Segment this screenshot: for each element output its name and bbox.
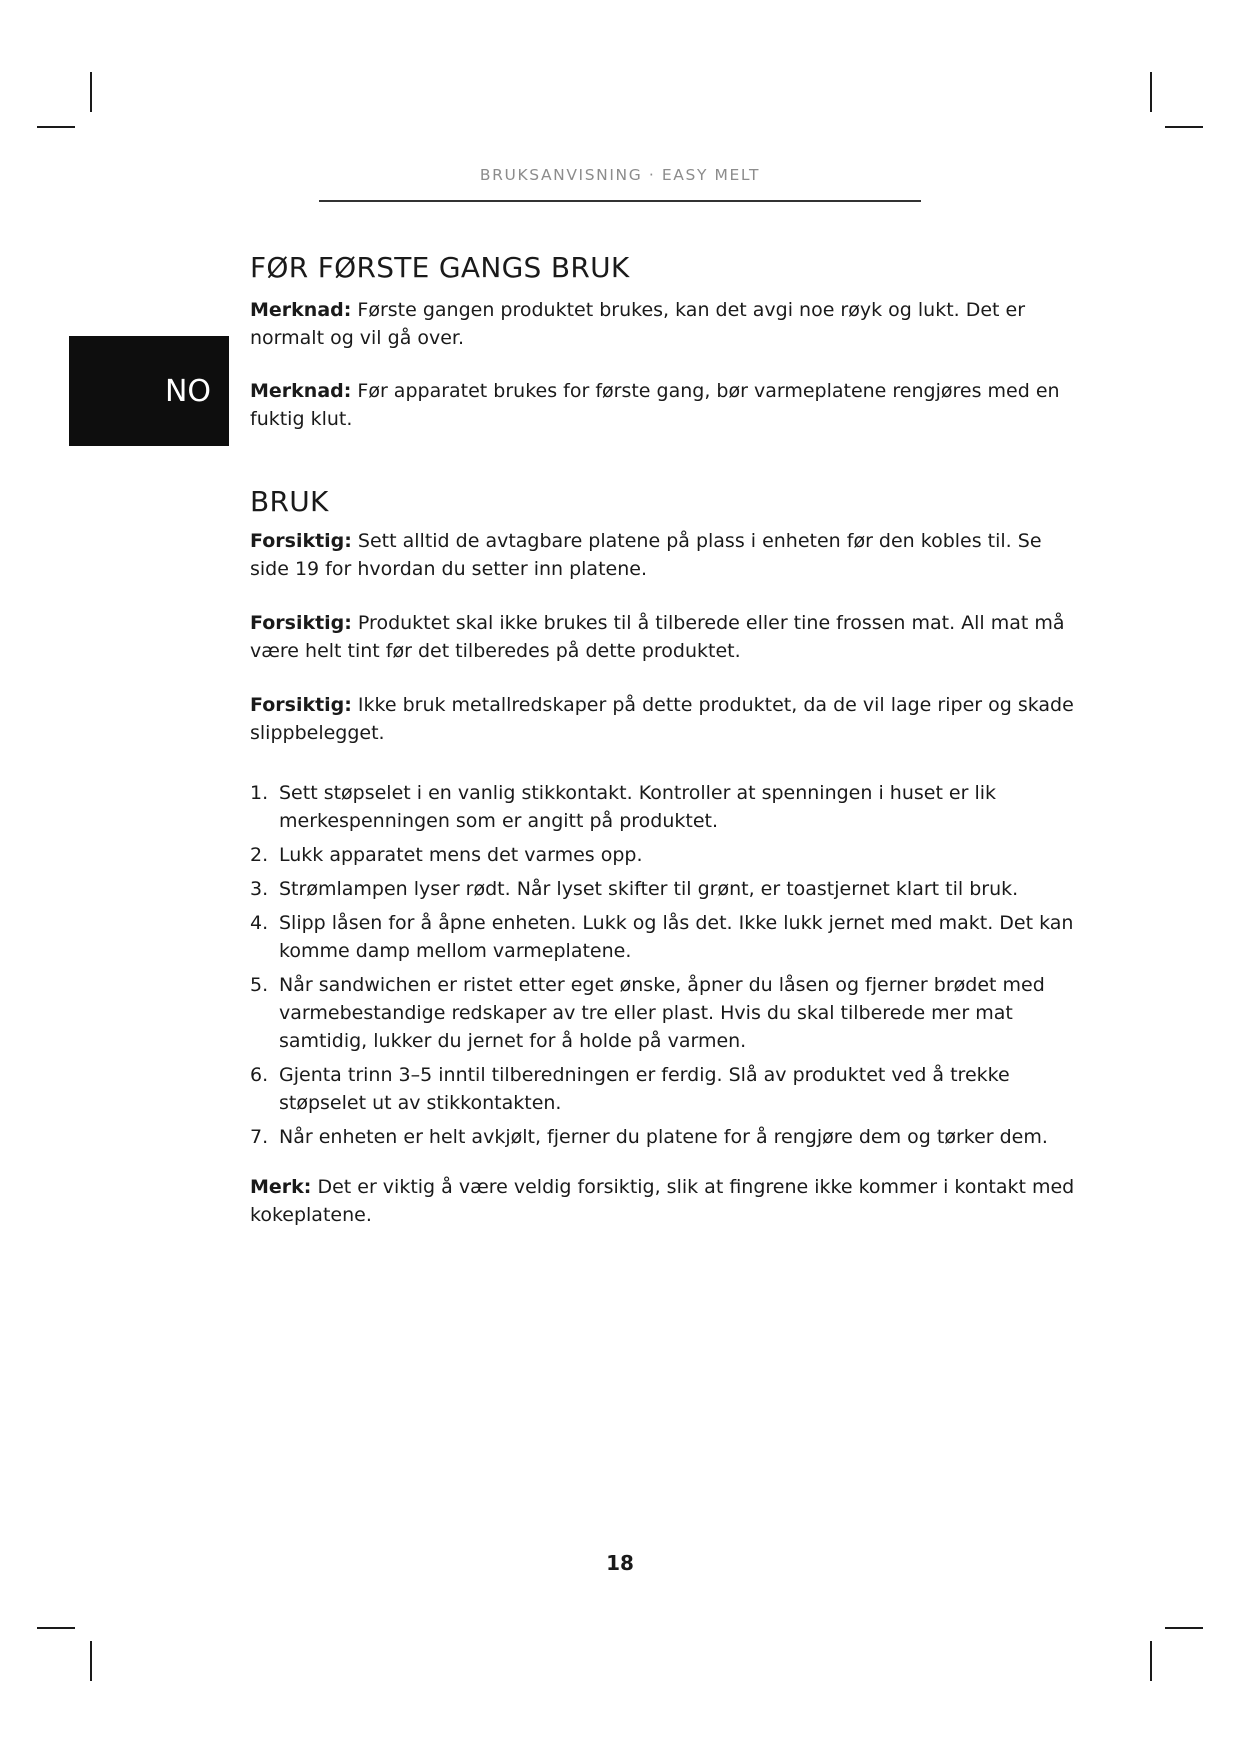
- crop-mark-bottom-left-vertical: [90, 1641, 92, 1681]
- caution-paragraph: [250, 609, 1080, 665]
- caution-lead: Forsiktig:: [250, 529, 352, 552]
- language-tab: [69, 336, 229, 446]
- step-number: 3.: [250, 877, 269, 900]
- language-tab-label: NO: [164, 373, 211, 409]
- final-note-lead: Merk:: [250, 1175, 312, 1198]
- crop-mark-top-left-vertical: [90, 72, 92, 112]
- caution-text: Produktet skal ikke brukes til å tilberede eller tine frossen mat. All mat må være helt tint før det tilberedes på dette produktet.: [250, 611, 1065, 662]
- caution-paragraph: [250, 527, 1080, 583]
- step-number: 7.: [250, 1125, 269, 1148]
- step-number: 2.: [250, 843, 269, 866]
- caution-lead: Forsiktig:: [250, 611, 352, 634]
- step-text: Strømlampen lyser rødt. Når lyset skifter til grønt, er toastjernet klart til bruk.: [279, 877, 1019, 900]
- list-item: [250, 909, 1080, 965]
- crop-mark-top-right-horizontal: [1165, 126, 1203, 128]
- crop-mark-bottom-right-horizontal: [1165, 1627, 1203, 1629]
- page-number: 18: [606, 1551, 634, 1575]
- step-text: Når enheten er helt avkjølt, fjerner du platene for å rengjøre dem og tørker dem.: [279, 1125, 1048, 1148]
- step-number: 6.: [250, 1063, 269, 1086]
- caution-paragraph: [250, 691, 1080, 747]
- header-rule: [319, 200, 921, 202]
- step-text: Sett støpselet i en vanlig stikkontakt. Kontroller at spenningen i huset er lik merkespenningen som er angitt på produktet.: [279, 781, 997, 832]
- final-note-paragraph: [250, 1173, 1080, 1229]
- list-item: [250, 1123, 1080, 1151]
- running-header: BRUKSANVISNING · EASY MELT: [479, 166, 761, 184]
- crop-mark-bottom-right-vertical: [1150, 1641, 1152, 1681]
- note-lead: Merknad:: [250, 380, 352, 403]
- step-text: Gjenta trinn 3–5 inntil tilberedningen er ferdig. Slå av produktet ved å trekke støpselet ut av stikkontakten.: [279, 1063, 1010, 1114]
- crop-mark-bottom-left-horizontal: [37, 1627, 75, 1629]
- list-item: [250, 779, 1080, 835]
- step-text: Når sandwichen er ristet etter eget ønske, åpner du låsen og fjerner brødet med varmebestandige redskaper av tre eller plast. Hvis du skal tilberede mer mat samtidig, lukker du jernet for å holde på varmen.: [279, 973, 1045, 1052]
- step-number: 5.: [250, 973, 269, 996]
- list-item: [250, 1061, 1080, 1117]
- section-title-before-first-use: FØR FØRSTE GANGS BRUK: [250, 251, 630, 284]
- step-number: 4.: [250, 911, 269, 934]
- note-paragraph: [250, 377, 1080, 433]
- list-item: [250, 875, 1080, 903]
- caution-text: Ikke bruk metallredskaper på dette produktet, da de vil lage riper og skade slippbelegget.: [250, 693, 1074, 744]
- usage-steps: [250, 779, 1080, 1151]
- note-text: Før apparatet brukes for første gang, bør varmeplatene rengjøres med en fuktig klut.: [250, 380, 1060, 431]
- note-text: Første gangen produktet brukes, kan det avgi noe røyk og lukt. Det er normalt og vil gå over.: [250, 299, 1026, 350]
- crop-mark-top-left-horizontal: [37, 126, 75, 128]
- final-note-text: Det er viktig å være veldig forsiktig, slik at fingrene ikke kommer i kontakt med kokeplatene.: [250, 1175, 1075, 1226]
- list-item: [250, 841, 1080, 869]
- step-text: Slipp låsen for å åpne enheten. Lukk og lås det. Ikke lukk jernet med makt. Det kan komme damp mellom varmeplatene.: [279, 911, 1074, 962]
- caution-lead: Forsiktig:: [250, 693, 352, 716]
- main-content: [250, 250, 1080, 1229]
- crop-mark-top-right-vertical: [1150, 72, 1152, 112]
- step-text: Lukk apparatet mens det varmes opp.: [279, 843, 643, 866]
- note-paragraph: [250, 296, 1080, 352]
- step-number: 1.: [250, 781, 269, 804]
- note-lead: Merknad:: [250, 299, 352, 322]
- list-item: [250, 971, 1080, 1055]
- caution-text: Sett alltid de avtagbare platene på plass i enheten før den kobles til. Se side 19 for hvordan du setter inn platene.: [250, 529, 1042, 580]
- section-title-usage: BRUK: [250, 485, 329, 519]
